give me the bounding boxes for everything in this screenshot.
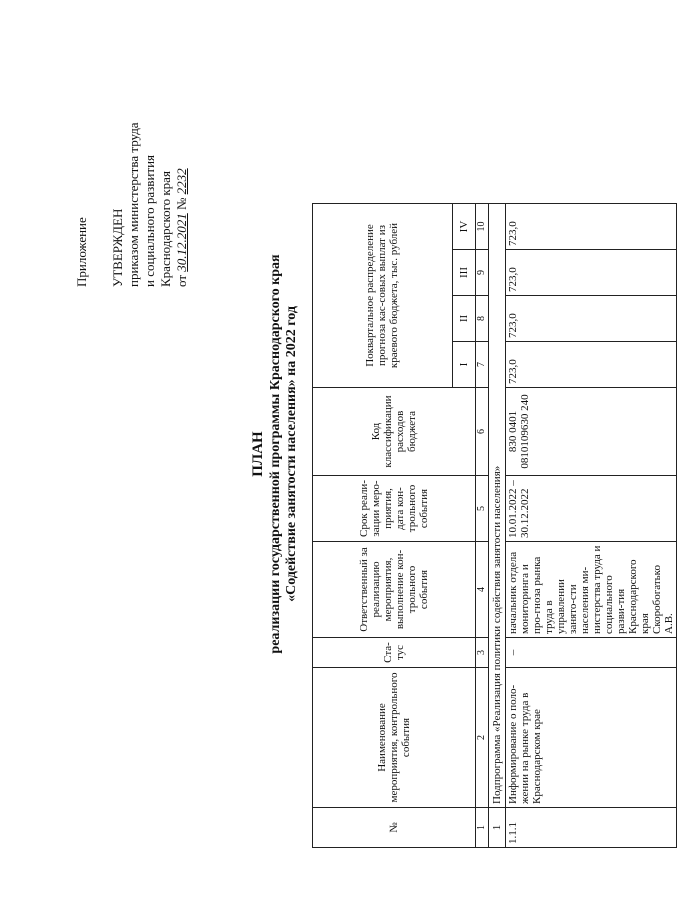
header-q2: II (452, 296, 475, 342)
title-main: ПЛАН (250, 431, 266, 477)
header-row (313, 204, 453, 848)
row-budget-code: 830 0401 0810109630 240 (506, 388, 677, 476)
header-q1: I (452, 342, 475, 388)
column-number: 5 (476, 476, 489, 542)
header-q4: IV (452, 204, 475, 250)
approved-stamp: УТВЕРЖДЕН (110, 208, 125, 287)
row-status: – (506, 638, 677, 668)
column-number: 3 (476, 638, 489, 668)
column-number: 6 (476, 388, 489, 476)
subprogram-title: Подпрограмма «Реализация политики содействия занятости населения» (489, 204, 506, 808)
header-deadline: Срок реали-зации меро-приятия, дата кон-трольного события (313, 476, 476, 542)
row-responsible: начальник отдела мониторинга и про-гноза рынка труда в управлении занято-сти населения ми-нистерства труда и социального разви-тия Краснодарского края Скоробогатько А.В. (506, 542, 677, 638)
subprogram-number: 1 (489, 808, 506, 848)
column-number: 1 (476, 808, 489, 848)
column-number: 7 (476, 342, 489, 388)
approval-line-1: приказом министерства труда (126, 122, 141, 287)
column-number: 4 (476, 542, 489, 638)
approval-block (74, 122, 190, 287)
column-number: 8 (476, 296, 489, 342)
header-code: Код классификации расходов бюджета (313, 388, 476, 476)
title-line-1: реализации государственной программы Краснодарского края (268, 254, 283, 654)
header-name: Наименование мероприятия, контрольного события (313, 668, 476, 808)
appendix-label: Приложение (74, 217, 89, 287)
approval-line-2: и социального развития (142, 154, 157, 287)
title-line-2: «Содействие занятости населения» на 2022 год (284, 306, 299, 602)
row-q1: 723,0 (506, 342, 677, 388)
approval-date: 30.12.2021 (174, 213, 189, 272)
row-q2: 723,0 (506, 296, 677, 342)
header-q3: III (452, 250, 475, 296)
row-name: Информирование о поло-жении на рынке труда в Краснодарском крае (506, 668, 677, 808)
column-number-row (476, 204, 489, 848)
approval-number: 2232 (174, 168, 189, 195)
row-number: 1.1.1 (506, 808, 677, 848)
row-deadline: 10.01.2022 – 30.12.2022 (506, 476, 677, 542)
column-number: 9 (476, 250, 489, 296)
header-status: Ста-тус (313, 638, 476, 668)
header-responsible: Ответственный за реализацию мероприятия, выполнение кон-трольного события (313, 542, 476, 638)
date-prefix: от (174, 274, 189, 287)
table-row (506, 204, 677, 848)
row-q3: 723,0 (506, 250, 677, 296)
row-q4: 723,0 (506, 204, 677, 250)
header-no: № (313, 808, 476, 848)
approval-line-3: Краснодарского края (158, 171, 173, 287)
plan-table (312, 203, 677, 848)
number-prefix: № (174, 197, 189, 210)
subprogram-row (489, 204, 506, 848)
column-number: 2 (476, 668, 489, 808)
column-number: 10 (476, 204, 489, 250)
approval-date-line (174, 122, 190, 287)
document-title (250, 204, 300, 704)
header-distribution: Поквартальное распределение прогноза кас-совых выплат из краевого бюджета, тыс. рублей (313, 204, 453, 388)
